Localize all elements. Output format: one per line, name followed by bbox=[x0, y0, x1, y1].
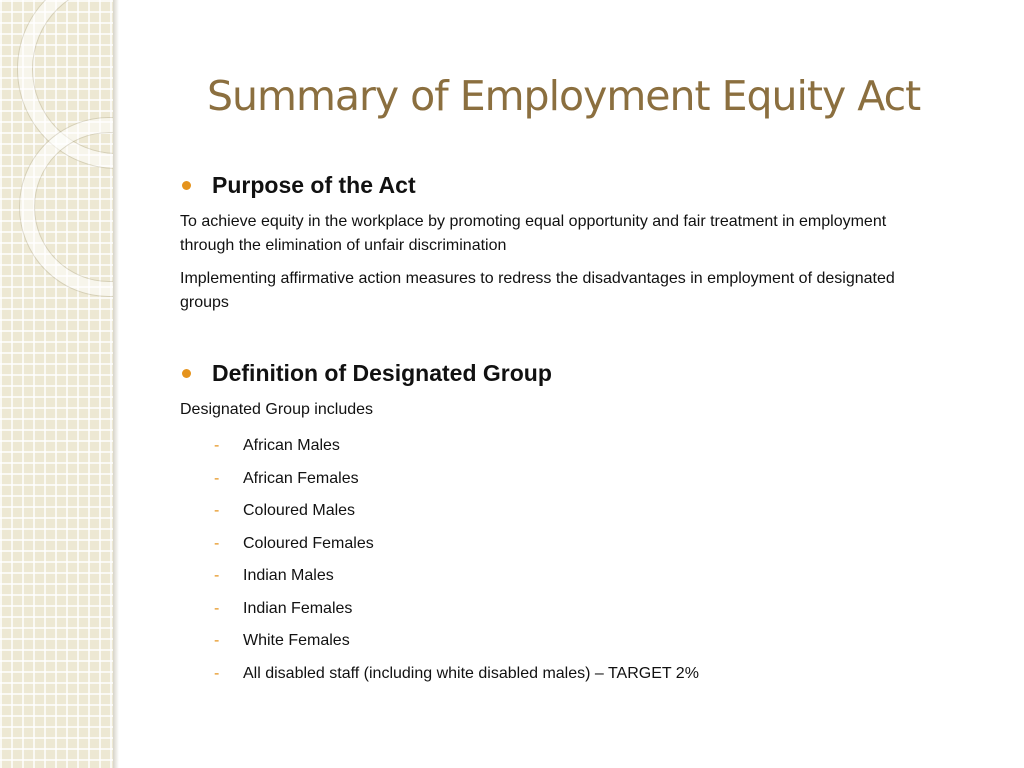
section-heading-label: Definition of Designated Group bbox=[212, 360, 552, 386]
dash-marker: - bbox=[214, 599, 220, 617]
section-heading-purpose bbox=[182, 172, 416, 199]
dash-marker: - bbox=[214, 632, 220, 650]
list-item-label: Coloured Males bbox=[243, 502, 356, 520]
dash-marker: - bbox=[214, 469, 220, 487]
section-heading-designated-group bbox=[182, 360, 552, 387]
section-heading-label: Purpose of the Act bbox=[212, 172, 416, 198]
list-item-label: African Males bbox=[243, 437, 340, 455]
designated-group-list bbox=[214, 430, 699, 690]
list-item bbox=[214, 560, 699, 593]
decorative-ring-bottom bbox=[20, 118, 113, 296]
bullet-dot-icon bbox=[182, 181, 191, 190]
designated-group-intro: Designated Group includes bbox=[180, 401, 374, 418]
list-item bbox=[214, 593, 699, 626]
list-item-label: African Females bbox=[243, 469, 359, 487]
dash-marker: - bbox=[214, 437, 220, 455]
list-item bbox=[214, 528, 699, 561]
dash-marker: - bbox=[214, 567, 220, 585]
list-item bbox=[214, 463, 699, 496]
list-item-label: White Females bbox=[243, 632, 350, 650]
bullet-dot-icon bbox=[182, 369, 191, 378]
list-item-label: Coloured Females bbox=[243, 534, 374, 552]
dash-marker: - bbox=[214, 664, 220, 682]
list-item bbox=[214, 625, 699, 658]
list-item-label: All disabled staff (including white disabled males) – TARGET 2% bbox=[243, 664, 699, 682]
decorative-side-band bbox=[0, 0, 113, 768]
list-item-label: Indian Females bbox=[243, 599, 353, 617]
list-item bbox=[214, 658, 699, 691]
dash-marker: - bbox=[214, 534, 220, 552]
list-item bbox=[214, 495, 699, 528]
list-item bbox=[214, 430, 699, 463]
slide-title: Summary of Employment Equity Act bbox=[207, 72, 921, 120]
dash-marker: - bbox=[214, 502, 220, 520]
side-band-shadow bbox=[113, 0, 119, 768]
purpose-paragraph-1: To achieve equity in the workplace by promoting equal opportunity and fair treatment in employment through the elimination of unfair discrimination bbox=[180, 213, 887, 254]
list-item-label: Indian Males bbox=[243, 567, 334, 585]
purpose-paragraph-2: Implementing affirmative action measures to redress the disadvantages in employment of designated groups bbox=[180, 270, 895, 311]
